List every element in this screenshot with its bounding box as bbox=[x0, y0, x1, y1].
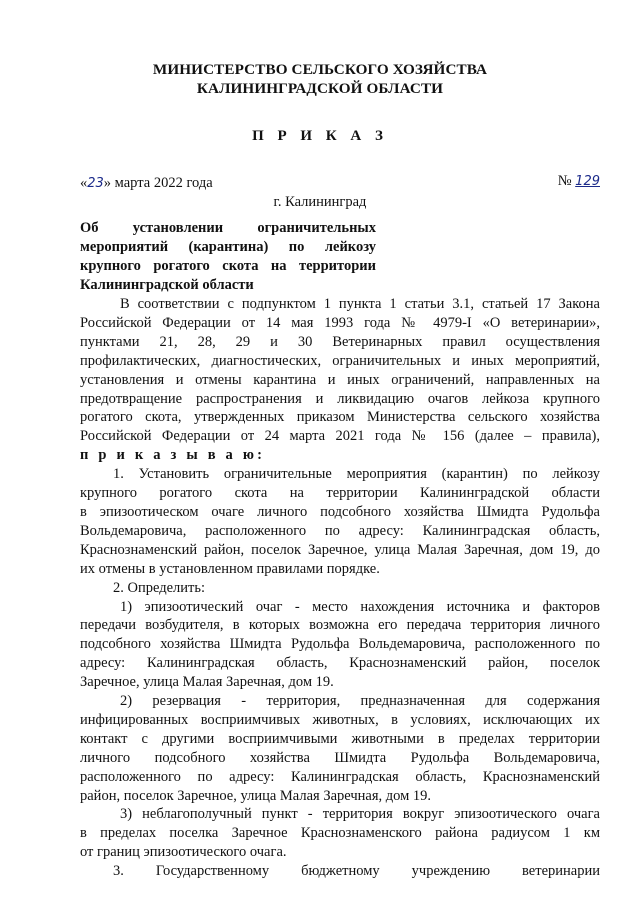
order-date bbox=[80, 175, 213, 192]
body-line: 2. Определить: bbox=[113, 579, 206, 596]
ministry-header bbox=[0, 60, 640, 98]
date-month-year: марта 2022 года bbox=[114, 175, 213, 191]
body-line: Российской Федерации от 24 марта 2021 года № 156 (далее – правила), bbox=[80, 428, 600, 445]
body-line: расположенного по адресу: Калининградская область, Краснознаменский bbox=[80, 768, 600, 785]
body-line: 1) эпизоотический очаг - место нахождения источника и факторов bbox=[120, 598, 600, 615]
subject-line: крупного рогатого скота на территории bbox=[80, 258, 376, 274]
body-line: крупного рогатого скота на территории Калининградской области bbox=[80, 485, 600, 502]
body-line: контакт с другими восприимчивыми животными в пределах территории bbox=[80, 730, 600, 747]
number-label: № bbox=[557, 173, 572, 189]
date-open-quote: « bbox=[80, 175, 88, 191]
body-line: установления и отмены карантина и иных ограничений, направленных на bbox=[80, 371, 600, 388]
subject-line: Об установлении ограничительных bbox=[80, 220, 376, 236]
order-body bbox=[80, 295, 600, 881]
body-line: инфицированных восприимчивых животных, в условиях, исключающих их bbox=[80, 711, 600, 728]
body-line: 2) резервация - территория, предназначенная для содержания bbox=[120, 693, 600, 710]
number-value-handwritten: 129 bbox=[575, 174, 600, 189]
order-number bbox=[558, 173, 600, 190]
body-line: рогатого скота, утвержденных приказом Министерства сельского хозяйства bbox=[80, 409, 600, 426]
body-line: 1. Установить ограничительные мероприятия (карантин) по лейкозу bbox=[113, 466, 600, 483]
body-line: профилактических, диагностических, ограничительных и иных мероприятий, bbox=[80, 352, 600, 369]
body-line: Краснознаменский район, поселок Заречное, улица Малая Заречная, дом 19, до bbox=[80, 541, 600, 558]
date-day-handwritten: 23 bbox=[87, 176, 104, 191]
subject-line: Калининградской области bbox=[80, 277, 254, 293]
city: г. Калининград bbox=[273, 194, 367, 210]
order-title: П Р И К А З bbox=[252, 128, 388, 144]
body-line: 3) неблагополучный пункт - территория вокруг эпизоотического очага bbox=[120, 806, 600, 823]
order-subject bbox=[80, 219, 376, 295]
body-line: п р и к а з ы в а ю: bbox=[80, 447, 266, 464]
body-line: Заречное, улица Малая Заречная, дом 19. bbox=[80, 674, 334, 691]
body-line: предотвращение распространения и ликвидацию очагов лейкоза крупного bbox=[80, 390, 600, 407]
subject-line: мероприятий (карантина) по лейкозу bbox=[80, 239, 376, 255]
body-line: передачи возбудителя, в которых возможна его передача территория личного bbox=[80, 617, 600, 634]
body-line: адресу: Калининградская область, Краснознаменский район, поселок bbox=[80, 655, 600, 672]
body-line: их отмены в установленном правилами порядке. bbox=[80, 560, 380, 577]
body-line: Российской Федерации от 14 мая 1993 года № 4979-I «О ветеринарии», bbox=[80, 314, 600, 331]
body-line: в эпизоотическом очаге личного подсобного хозяйства Шмидта Рудольфа bbox=[80, 503, 600, 520]
body-line: от границ эпизоотического очага. bbox=[80, 844, 287, 861]
body-line: пунктами 21, 28, 29 и 30 Ветеринарных правил осуществления bbox=[80, 333, 600, 350]
body-line: 3. Государственному бюджетному учреждению ветеринарии bbox=[113, 863, 600, 880]
body-line: Вольдемаровича, расположенного по адресу: Калининградская область, bbox=[80, 522, 600, 539]
body-line: в пределах поселка Заречное Краснознаменского района радиусом 1 км bbox=[80, 825, 600, 842]
body-line: район, поселок Заречное, улица Малая Заречная, дом 19. bbox=[80, 787, 432, 804]
body-line: В соответствии с подпунктом 1 пункта 1 статьи 3.1, статьей 17 Закона bbox=[120, 296, 600, 312]
body-line: подсобного хозяйства Шмидта Рудольфа Вольдемаровича, расположенного по bbox=[80, 636, 600, 653]
body-line: личного подсобного хозяйства Шмидта Рудольфа Вольдемаровича, bbox=[80, 749, 600, 766]
ministry-line-2: КАЛИНИНГРАДСКОЙ ОБЛАСТИ bbox=[196, 80, 444, 97]
ministry-line-1: МИНИСТЕРСТВО СЕЛЬСКОГО ХОЗЯЙСТВА bbox=[152, 61, 488, 78]
date-close-quote: » bbox=[103, 175, 112, 191]
